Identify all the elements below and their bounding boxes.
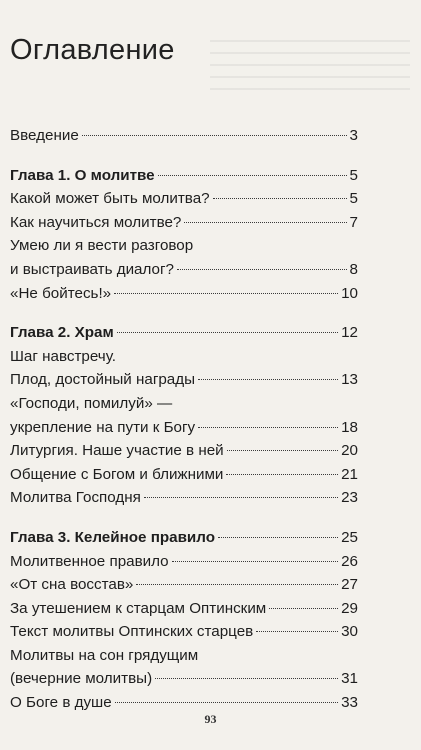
toc-entry <box>10 345 358 369</box>
toc-entry-title: О Боге в душе <box>10 694 112 712</box>
toc-page-number: 13 <box>341 371 358 389</box>
toc-entry-title: Глава 1. О молитве <box>10 166 155 184</box>
dot-leader <box>256 631 338 632</box>
toc-entry-title: «От сна восстав» <box>10 576 134 594</box>
toc-page-number: 5 <box>349 190 358 208</box>
toc-page-number: 31 <box>341 670 358 688</box>
toc-page-number: 10 <box>341 284 358 302</box>
toc-page-number: 3 <box>349 127 358 144</box>
toc-entry <box>10 486 358 510</box>
toc-entry-title: Общение с Богом и ближними <box>10 465 224 483</box>
toc-entry <box>10 597 358 621</box>
toc-page-number: 12 <box>341 324 358 342</box>
page-number: 93 <box>204 712 217 726</box>
toc-page-number: 20 <box>341 442 358 460</box>
section-gap <box>10 305 358 321</box>
toc-entry-title: Литургия. Наше участие в ней <box>10 442 224 460</box>
toc-entry <box>10 368 358 392</box>
toc-entry <box>10 550 358 574</box>
toc-entry <box>10 187 358 211</box>
toc-entry <box>10 644 358 668</box>
toc-entry-title: Умею ли я вести разговор <box>10 237 194 255</box>
toc-entry-title: Как научиться молитве? <box>10 213 182 231</box>
dot-leader <box>226 474 338 475</box>
dot-leader <box>269 608 338 609</box>
section-gap <box>10 510 358 526</box>
dot-leader <box>82 135 347 136</box>
dot-leader <box>213 198 347 199</box>
toc-entry <box>10 620 358 644</box>
dot-leader <box>144 497 338 498</box>
section-gap <box>10 148 358 164</box>
toc-entry <box>10 392 358 416</box>
toc-entry-title: укрепление на пути к Богу <box>10 418 196 436</box>
toc-entry-title: «Господи, помилуй» — <box>10 394 173 412</box>
dot-leader <box>172 561 338 562</box>
toc-page-number: 25 <box>341 528 358 546</box>
dot-leader <box>218 537 338 538</box>
toc-entry-title: Шаг навстречу. <box>10 347 116 365</box>
dot-leader <box>198 427 338 428</box>
toc-page-number: 29 <box>341 599 358 617</box>
dot-leader <box>117 332 338 333</box>
bleed-through-texture <box>210 30 410 90</box>
dot-leader <box>158 175 347 176</box>
toc-entry <box>10 211 358 235</box>
toc-entry-title: Какой может быть молитва? <box>10 190 210 208</box>
toc-page-number: 8 <box>349 260 358 278</box>
toc-entry-title: Введение <box>10 127 79 144</box>
dot-leader <box>177 269 347 270</box>
dot-leader <box>198 379 338 380</box>
toc-entry <box>10 573 358 597</box>
dot-leader <box>227 450 338 451</box>
toc-page-number: 33 <box>341 694 358 712</box>
toc-entry-title: Глава 3. Келейное правило <box>10 528 215 546</box>
toc-entry <box>10 439 358 463</box>
toc-entry-title: За утешением к старцам Оптинским <box>10 599 267 617</box>
toc-entry-title: Глава 2. Храм <box>10 324 114 342</box>
toc-page-number: 5 <box>349 166 358 184</box>
toc-entry-title: Текст молитвы Оптинских старцев <box>10 623 254 641</box>
toc-entry <box>10 124 358 148</box>
toc-page-number: 21 <box>341 465 358 483</box>
toc-entry-title: «Не бойтесь!» <box>10 284 112 302</box>
toc-entry <box>10 258 358 282</box>
toc-page-number: 26 <box>341 552 358 570</box>
toc-entry-title: и выстраивать диалог? <box>10 260 174 278</box>
dot-leader <box>115 702 338 703</box>
dot-leader <box>184 222 346 223</box>
toc-chapter-entry <box>10 321 358 345</box>
toc-chapter-entry <box>10 164 358 188</box>
toc-entry-title: Молитвенное правило <box>10 552 169 570</box>
toc-entry-title: Молитвы на сон грядущим <box>10 646 199 664</box>
dot-leader <box>114 293 338 294</box>
toc-page-number: 30 <box>341 623 358 641</box>
toc-entry <box>10 667 358 691</box>
toc-page-number: 18 <box>341 418 358 436</box>
toc-entry-title: Плод, достойный награды <box>10 371 196 389</box>
toc-entry <box>10 282 358 306</box>
toc-entry-title: Молитва Господня <box>10 489 141 507</box>
toc-chapter-entry <box>10 526 358 550</box>
toc-entry <box>10 416 358 440</box>
table-of-contents <box>10 124 358 715</box>
toc-page-number: 27 <box>341 576 358 594</box>
dot-leader <box>155 678 338 679</box>
toc-page-number: 7 <box>349 213 358 231</box>
toc-entry <box>10 463 358 487</box>
dot-leader <box>136 584 338 585</box>
toc-entry-title: (вечерние молитвы) <box>10 670 153 688</box>
toc-entry <box>10 234 358 258</box>
toc-page-number: 23 <box>341 489 358 507</box>
page-title: Оглавление <box>10 34 175 66</box>
